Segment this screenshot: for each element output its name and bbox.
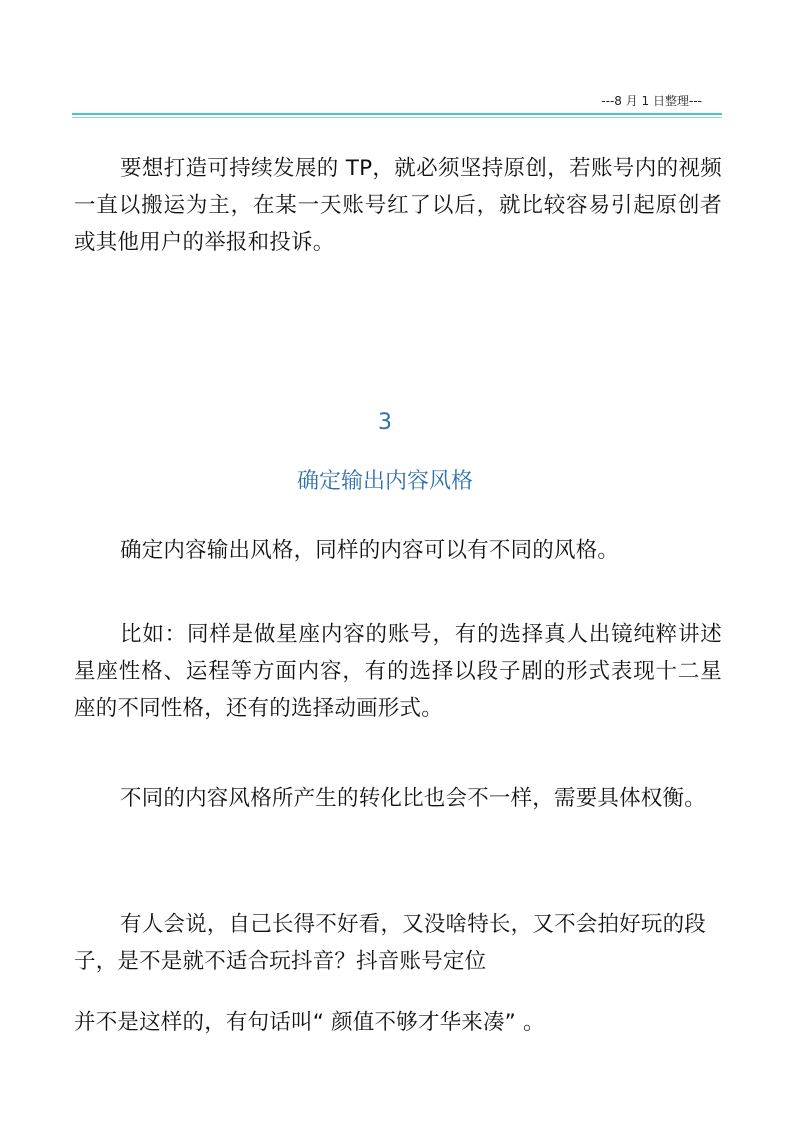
header-rule — [72, 113, 722, 115]
header-note: ---8 月 1 日整理--- — [601, 94, 702, 108]
paragraph-question: 有人会说，自己长得不好看，又没啥特长，又不会拍好玩的段子，是不是就不适合玩抖音？抖音账号定位 — [74, 912, 706, 974]
section-title: 确定输出内容风格 — [296, 469, 473, 494]
paragraph-example: 比如：同样是做星座内容的账号，有的选择真人出镜纯粹讲述星座性格、运程等方面内容，有的选择以段子剧的形式表现十二星座的不同性格，还有的选择动画形式。 — [74, 622, 722, 721]
paragraph-original-content: 要想打造可持续发展的 TP，就必须坚持原创，若账号内的视频一直以搬运为主，在某一天账号红了以后，就比较容易引起原创者或其他用户的举报和投诉。 — [74, 156, 722, 255]
paragraph-conversion: 不同的内容风格所产生的转化比也会不一样，需要具体权衡。 — [120, 786, 706, 811]
paragraph-answer: 并不是这样的，有句话叫“ 颜值不够才华来凑” 。 — [74, 1010, 545, 1035]
paragraph-output-style: 确定内容输出风格，同样的内容可以有不同的风格。 — [120, 538, 620, 563]
section-number: 3 — [378, 410, 392, 435]
header-rule-thin — [72, 117, 722, 118]
